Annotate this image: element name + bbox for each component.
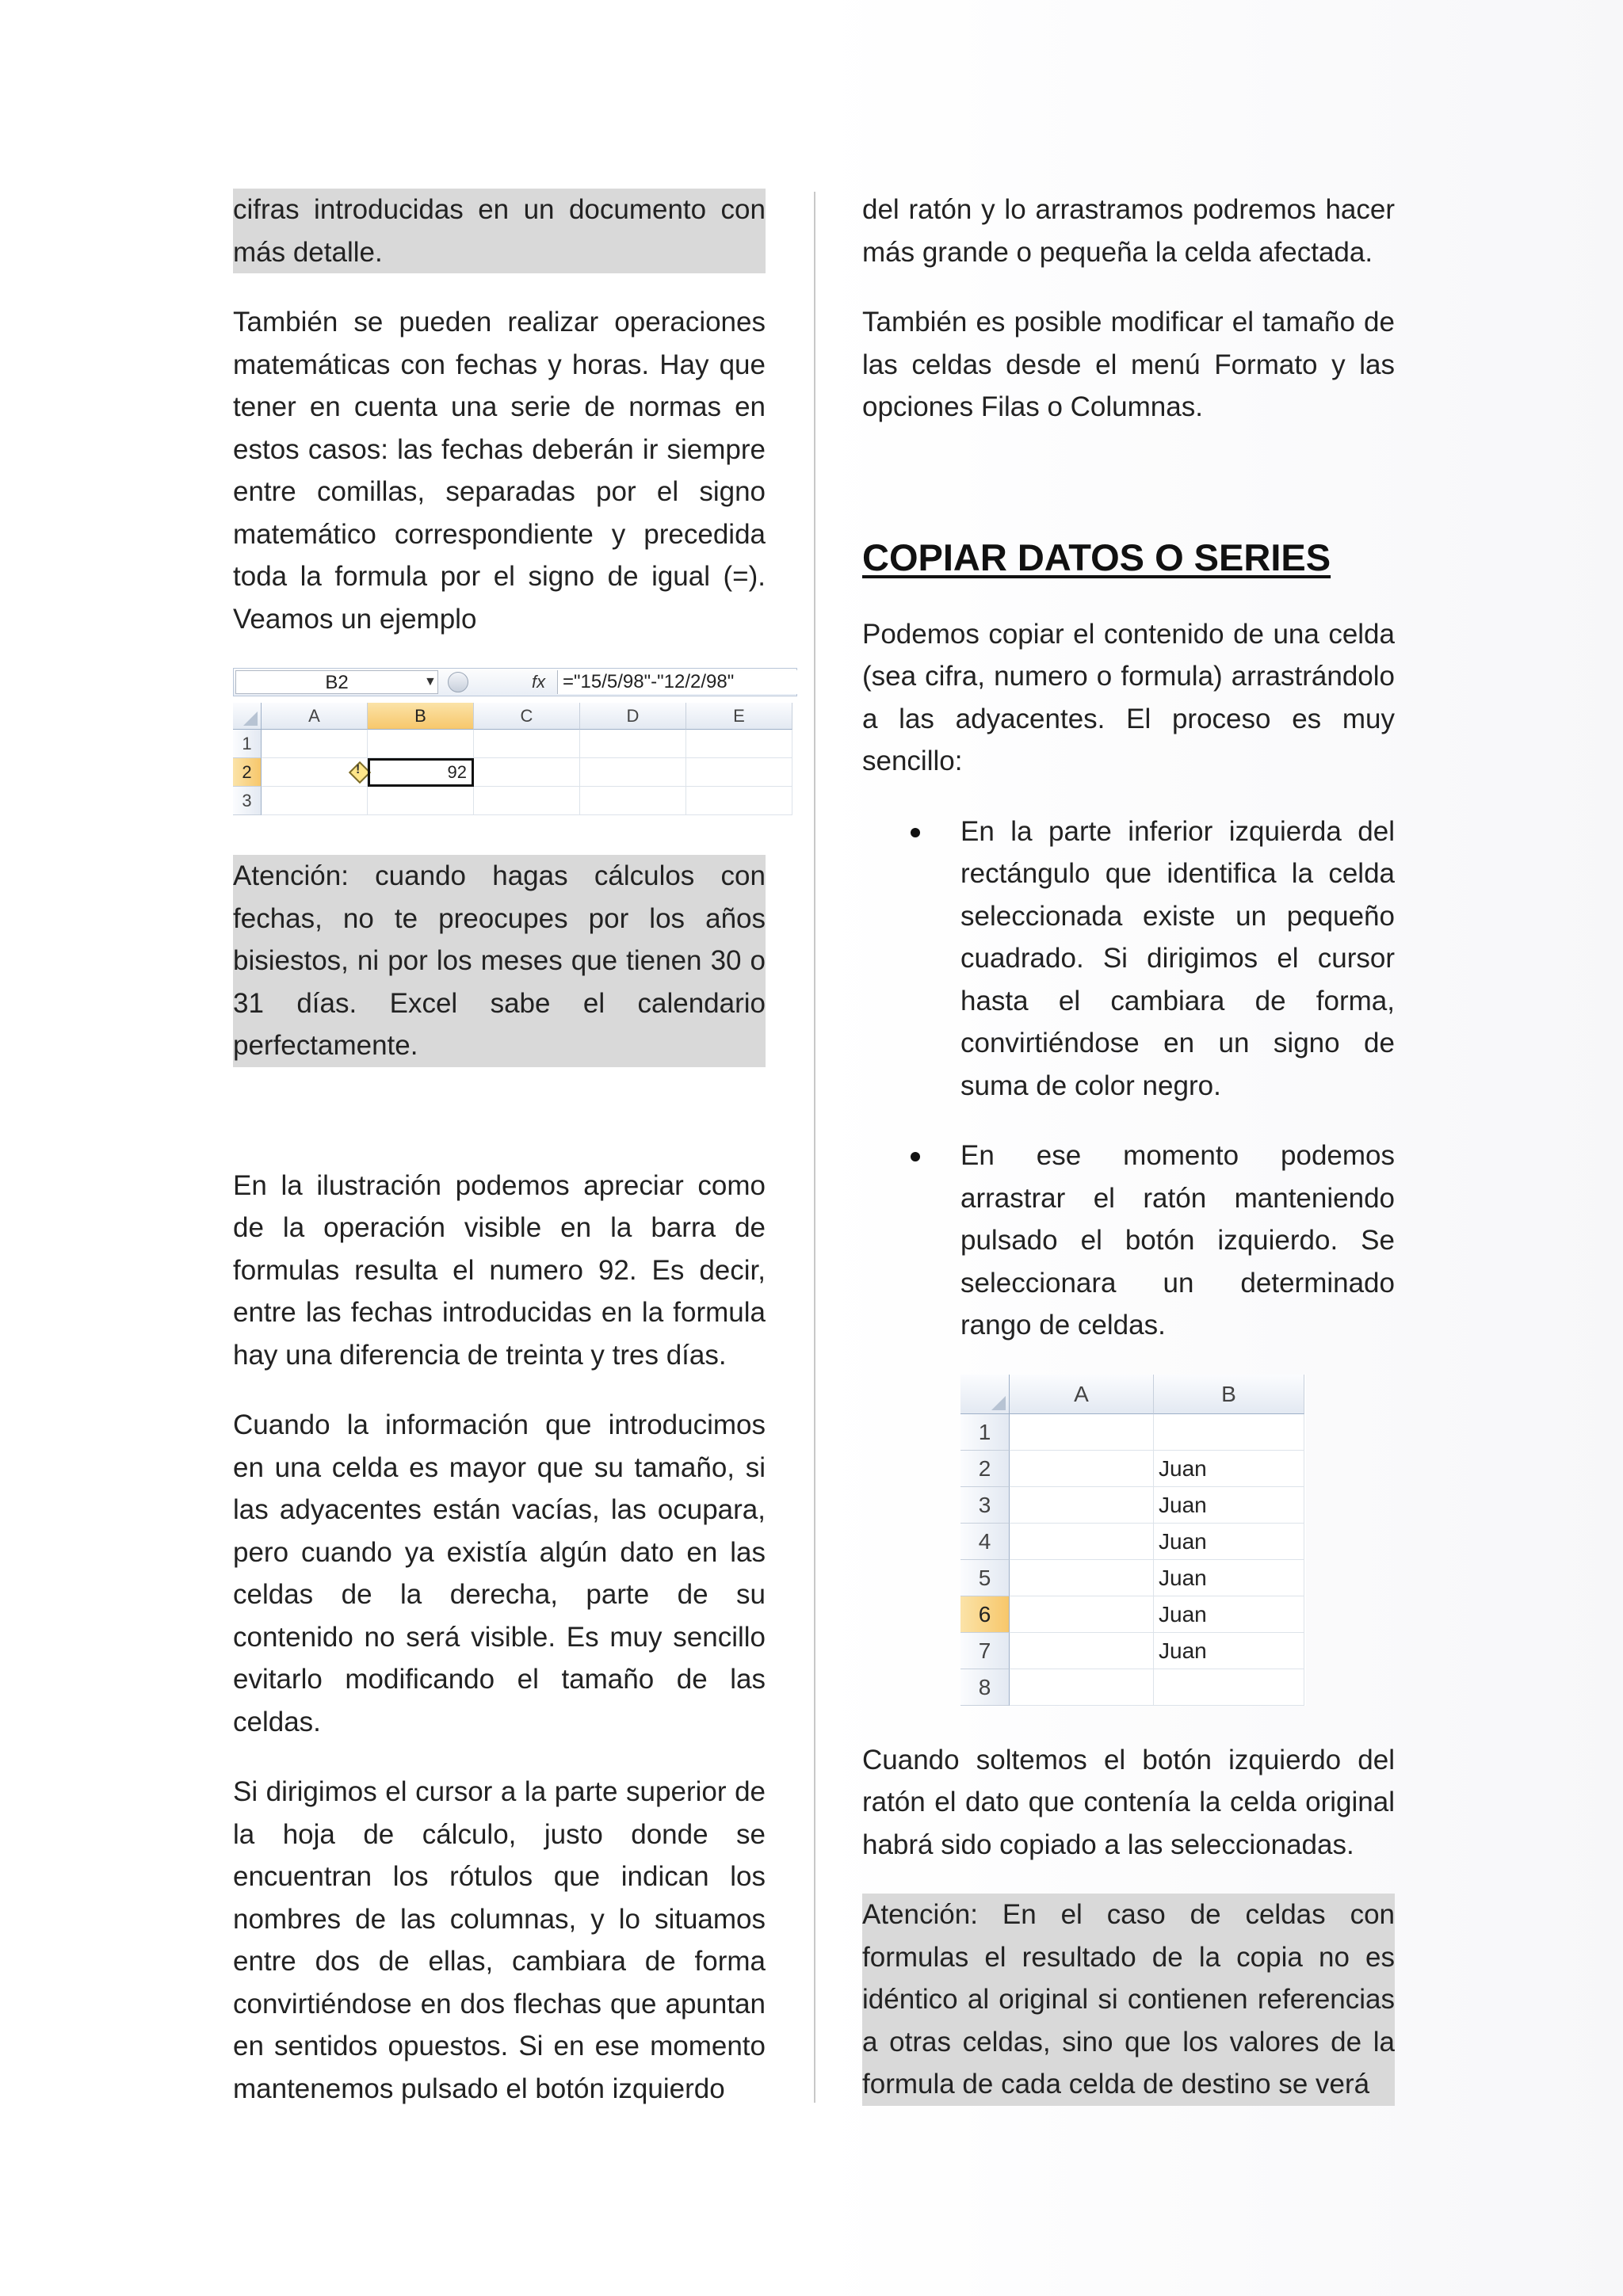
row-header-6: 6 <box>960 1596 1010 1633</box>
cell-c1 <box>474 730 580 758</box>
cell-a5 <box>1010 1560 1154 1596</box>
left-paragraph-5: Si dirigimos el cursor a la parte superior de la hoja de cálculo, justo donde se encuentran los rótulos que indican los nombres de las columnas, y lo situamos entre dos de ellas, cambiara de forma convirtiéndose en dos flechas que apuntan en sentidos opuestos. Si en ese momento mantenemos pulsado el botón izquierdo <box>233 1776 766 2104</box>
cell-b2: 92 <box>368 758 474 787</box>
cell-b3 <box>368 787 474 815</box>
cell-b2: Juan <box>1154 1451 1304 1487</box>
row-header-3: 3 <box>233 787 262 815</box>
cell-a3 <box>262 787 368 815</box>
cell-b1 <box>1154 1414 1304 1451</box>
column-divider <box>814 192 815 2103</box>
right-paragraph-4: Cuando soltemos el botón izquierdo del ratón el dato que contenía la celda original habrá sido copiado a las seleccionadas. <box>862 1744 1395 1860</box>
cell-a6 <box>1010 1596 1154 1633</box>
cell-b7: Juan <box>1154 1633 1304 1669</box>
cell-a2 <box>262 758 368 787</box>
bullet-text: En ese momento podemos arrastrar el ratón manteniendo pulsado el botón izquierdo. Se seleccionara un determinado rango de celdas. <box>960 1140 1395 1341</box>
row-header-2: 2 <box>960 1451 1010 1487</box>
excel-copy-series-screenshot <box>960 1375 1306 1706</box>
cell-c2 <box>474 758 580 787</box>
row-header-3: 3 <box>960 1487 1010 1524</box>
cell-b4: Juan <box>1154 1524 1304 1560</box>
right-column <box>862 189 1395 2134</box>
left-paragraph-1: cifras introducidas en un documento con más detalle. <box>233 189 766 273</box>
column-header-a: A <box>1010 1375 1154 1414</box>
left-paragraph-2: También se pueden realizar operaciones matemáticas con fechas y horas. Hay que tener en cuenta una serie de normas en estos casos: las fechas deberán ir siempre entre comillas, separadas por el signo matemático correspondiente y precedida toda la formula por el signo de igual (=). Veamos un ejemplo <box>233 307 766 635</box>
excel-date-formula-screenshot <box>233 668 797 820</box>
attention-note-right: Atención: En el caso de celdas con formulas el resultado de la copia no es idéntico al original si contienen referencias a otras celdas, sino que los valores de la formula de cada celda de destino se verá <box>862 1894 1395 2106</box>
left-paragraph-4: Cuando la información que introducimos en una celda es mayor que su tamaño, si las adyacentes están vacías, las ocupara, pero cuando ya existía algún dato en las celdas de la derecha, parte de su contenido no será visible. Es muy sencillo evitarlo modificando el tamaño de las celdas. <box>233 1409 766 1737</box>
name-box: B2 <box>235 670 438 694</box>
bullet-list <box>862 810 1395 1347</box>
row-header-7: 7 <box>960 1633 1010 1669</box>
left-column <box>233 189 766 2138</box>
select-all-corner-icon <box>960 1375 1010 1414</box>
right-paragraph-1: del ratón y lo arrastramos podremos hacer más grande o pequeña la celda afectada. <box>862 194 1395 268</box>
spacer <box>862 456 1395 534</box>
cell-a4 <box>1010 1524 1154 1560</box>
cell-a2 <box>1010 1451 1154 1487</box>
cell-b1 <box>368 730 474 758</box>
formula-text: ="15/5/98"-"12/2/98" <box>557 670 800 694</box>
cell-a8 <box>1010 1669 1154 1706</box>
column-header-d: D <box>580 703 686 730</box>
function-icon: fx <box>532 672 546 692</box>
row-header-8: 8 <box>960 1669 1010 1706</box>
bullet-text: En la parte inferior izquierda del rectángulo que identifica la celda seleccionada existe un pequeño cuadrado. Si dirigimos el cursor hasta el cambiara de forma, convirtiéndose en un signo de suma de color negro. <box>960 815 1395 1101</box>
bullet-icon <box>911 828 920 837</box>
section-heading: COPIAR DATOS O SERIES <box>862 536 1331 578</box>
spacer <box>233 1095 766 1165</box>
column-header-c: C <box>474 703 580 730</box>
cell-d2 <box>580 758 686 787</box>
warning-mark: ! <box>356 763 361 776</box>
left-paragraph-3: En la ilustración podemos apreciar como de la operación visible en la barra de formulas resulta el numero 92. Es decir, entre las fechas introducidas en la formula hay una diferencia de treinta y tres días. <box>233 1169 766 1371</box>
cell-e2 <box>686 758 792 787</box>
cell-c3 <box>474 787 580 815</box>
bullet-icon <box>911 1152 920 1161</box>
row-header-1: 1 <box>960 1414 1010 1451</box>
right-paragraph-3: Podemos copiar el contenido de una celda (sea cifra, numero o formula) arrastrándolo a las adyacentes. El proceso es muy sencillo: <box>862 618 1395 776</box>
cell-a1 <box>1010 1414 1154 1451</box>
column-header-e: E <box>686 703 792 730</box>
cell-a3 <box>1010 1487 1154 1524</box>
formula-bar <box>233 668 797 696</box>
cell-b5: Juan <box>1154 1560 1304 1596</box>
cell-b6: Juan <box>1154 1596 1304 1633</box>
row-header-5: 5 <box>960 1560 1010 1596</box>
column-header-a: A <box>262 703 368 730</box>
select-all-corner-icon <box>233 703 262 730</box>
chevron-down-icon: ▼ <box>424 675 437 688</box>
row-header-4: 4 <box>960 1524 1010 1560</box>
row-header-2: 2 <box>233 758 262 787</box>
attention-note-left: Atención: cuando hagas cálculos con fechas, no te preocupes por los años bisiestos, ni por los meses que tienen 30 o 31 días. Excel sabe el calendario perfectamente. <box>233 855 766 1067</box>
column-header-b: B <box>368 703 474 730</box>
cell-d3 <box>580 787 686 815</box>
right-paragraph-2: También es posible modificar el tamaño de las celdas desde el menú Formato y las opciones Filas o Columnas. <box>862 307 1395 422</box>
cell-e1 <box>686 730 792 758</box>
formula-bar-handle-icon <box>448 672 468 692</box>
cell-a1 <box>262 730 368 758</box>
cell-a7 <box>1010 1633 1154 1669</box>
cell-e3 <box>686 787 792 815</box>
cell-b8 <box>1154 1669 1304 1706</box>
cell-b3: Juan <box>1154 1487 1304 1524</box>
bullet-item <box>862 810 1395 1108</box>
row-header-1: 1 <box>233 730 262 758</box>
cell-d1 <box>580 730 686 758</box>
column-header-b: B <box>1154 1375 1304 1414</box>
bullet-item <box>862 1135 1395 1347</box>
